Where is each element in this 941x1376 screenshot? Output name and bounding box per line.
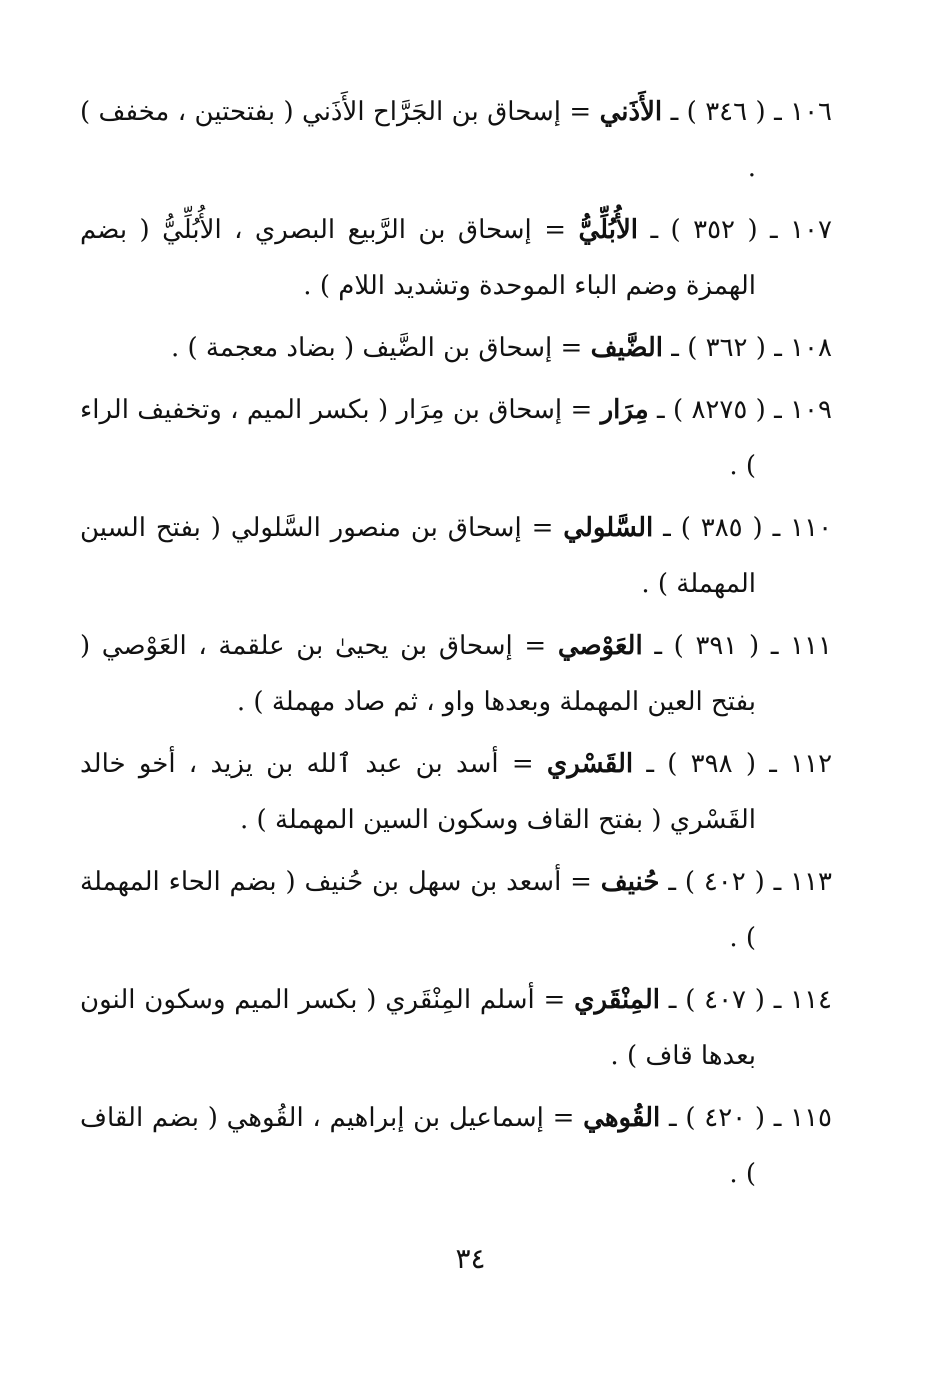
- entry-heading: حُنيف: [600, 867, 660, 897]
- entry-separator: ـ: [770, 631, 779, 661]
- entry-body: = إسحاق بن الرَّبيع البصري ، الأُبُلِّيُّ ( بضم الهمزة وضم الباء الموحدة وتشديد اللام ) .: [80, 215, 756, 301]
- entry-separator: ـ: [668, 867, 676, 897]
- entry-115: [80, 1090, 832, 1202]
- entry-body: = أسعد بن سهل بن حُنيف ( بضم الحاء المهملة ) .: [80, 867, 756, 953]
- entry-body: = أسلم المِنْقَري ( بكسر الميم وسكون النون بعدها قاف ) .: [80, 985, 756, 1071]
- entry-108: [80, 320, 832, 376]
- entry-heading: العَوْصي: [557, 631, 643, 661]
- entry-separator: ـ: [646, 749, 654, 779]
- entry-114: [80, 972, 832, 1084]
- entry-separator: ـ: [773, 867, 782, 897]
- entry-separator: ـ: [656, 395, 665, 425]
- entry-reference: ( ٤٢٠ ): [685, 1103, 766, 1133]
- entry-separator: ـ: [770, 215, 778, 245]
- entry-107: [80, 202, 832, 314]
- entry-body: = أسد بن عبد ٱلله بن يزيد ، أخو خالد القَسْري ( بفتح القاف وسكون السين المهملة ) .: [80, 749, 756, 835]
- entry-heading: مِرَار: [600, 395, 649, 425]
- entry-number: ١٠٨: [790, 333, 832, 363]
- entry-body: = إسماعيل بن إبراهيم ، القُوهي ( بضم القاف ) .: [80, 1103, 756, 1189]
- entry-separator: ـ: [668, 985, 677, 1015]
- entry-number: ١١١: [790, 631, 832, 661]
- entry-reference: ( ٣٨٥ ): [680, 513, 763, 543]
- entry-heading: الأُبُلِّيُّ: [578, 215, 639, 245]
- entry-111: [80, 618, 832, 730]
- entry-heading: الضَّيف: [590, 333, 664, 363]
- entry-number: ١١٠: [790, 513, 833, 543]
- entry-separator: ـ: [669, 1103, 677, 1133]
- entry-113: [80, 854, 832, 966]
- entry-number: ١١٢: [790, 749, 833, 779]
- entry-reference: ( ٣٥٢ ): [670, 215, 758, 245]
- entry-separator: ـ: [773, 1103, 782, 1133]
- entry-separator: ـ: [650, 215, 659, 245]
- entry-separator: ـ: [670, 97, 679, 127]
- entry-separator: ـ: [774, 97, 782, 127]
- entry-body: = إسحاق بن منصور السَّلولي ( بفتح السين المهملة ) .: [80, 513, 756, 599]
- entry-106: [80, 84, 832, 196]
- entry-heading: القَسْري: [546, 749, 634, 779]
- entry-reference: ( ٨٢٧٥ ): [672, 395, 766, 425]
- entry-110: [80, 500, 832, 612]
- entry-number: ١١٣: [790, 867, 832, 897]
- entry-separator: ـ: [774, 395, 782, 425]
- entry-body: = إسحاق بن يحيىٰ بن علقمة ، العَوْصي ( بفتح العين المهملة وبعدها واو ، ثم صاد مهملة ) .: [80, 631, 756, 717]
- entry-separator: ـ: [769, 749, 777, 779]
- entry-heading: السَّلولي: [563, 513, 654, 543]
- entry-heading: القُوهي: [583, 1103, 661, 1133]
- page-number: ٣٤: [455, 1242, 486, 1275]
- entry-number: ١٠٦: [790, 97, 833, 127]
- entry-separator: ـ: [774, 333, 782, 363]
- entry-number: ١١٥: [790, 1103, 833, 1133]
- entry-reference: ( ٤٠٧ ): [685, 985, 765, 1015]
- entry-separator: ـ: [671, 333, 679, 363]
- entry-body: = إسحاق بن الضَّيف ( بضاد معجمة ) .: [170, 333, 583, 363]
- entry-reference: ( ٣٤٦ ): [686, 97, 766, 127]
- entry-separator: ـ: [773, 985, 782, 1015]
- entry-separator: ـ: [772, 513, 781, 543]
- entry-reference: ( ٣٩٨ ): [667, 749, 756, 779]
- entry-reference: ( ٤٠٢ ): [684, 867, 765, 897]
- entry-reference: ( ٣٩١ ): [673, 631, 760, 661]
- entry-number: ١١٤: [790, 985, 833, 1015]
- entry-heading: الأَذَني: [599, 97, 663, 127]
- entry-heading: المِنْقَري: [574, 985, 660, 1015]
- entry-112: [80, 736, 832, 848]
- entry-separator: ـ: [654, 631, 662, 661]
- entry-separator: ـ: [663, 513, 671, 543]
- entry-reference: ( ٣٦٢ ): [687, 333, 766, 363]
- entry-body: = إسحاق بن مِرَار ( بكسر الميم ، وتخفيف الراء ) .: [80, 395, 756, 481]
- entry-109: [80, 382, 832, 494]
- entry-number: ١٠٧: [790, 215, 832, 245]
- document-page: [80, 84, 832, 1208]
- entry-number: ١٠٩: [790, 395, 832, 425]
- entry-body: = إسحاق بن الجَرَّاح الأَذَني ( بفتحتين ، مخفف ) .: [80, 97, 756, 183]
